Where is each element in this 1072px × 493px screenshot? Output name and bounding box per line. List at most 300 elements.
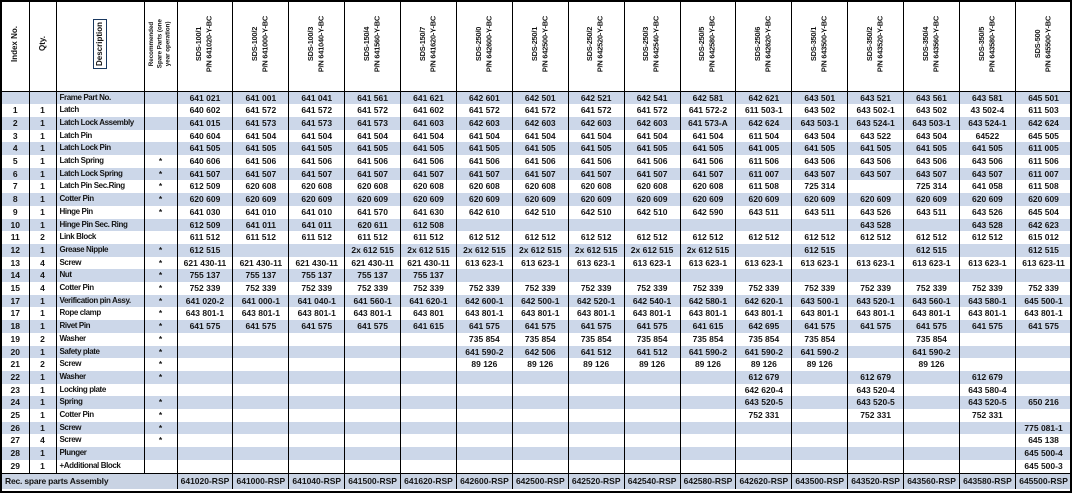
- cell-part-number: 643 520-5: [959, 396, 1015, 409]
- cell-part-number: 620 609: [456, 193, 512, 206]
- cell-part-number: 641 573: [289, 117, 345, 130]
- cell-part-number: [792, 269, 848, 282]
- cell-part-number: 611 007: [1015, 168, 1071, 181]
- cell-part-number: 641 505: [401, 142, 457, 155]
- cell-part-number: [568, 434, 624, 447]
- header-recommended-label: Recommended Spare Parts (one year operation): [147, 19, 172, 69]
- footer-rsp-cell: 645500-RSP: [1015, 473, 1071, 489]
- cell-part-number: 612 512: [848, 231, 904, 244]
- cell-part-number: 643 580-1: [959, 295, 1015, 308]
- cell-description: Screw: [56, 257, 144, 270]
- cell-part-number: [345, 460, 401, 473]
- cell-part-number: 643 801: [401, 307, 457, 320]
- cell-part-number: [401, 434, 457, 447]
- cell-part-number: 643 801-1: [1015, 307, 1071, 320]
- header-description: [56, 2, 144, 91]
- cell-recommended-star: *: [144, 422, 177, 435]
- cell-part-number: 642 581: [680, 91, 736, 104]
- cell-part-number: 641 575: [568, 320, 624, 333]
- cell-part-number: 611 508: [736, 180, 792, 193]
- cell-recommended-star: *: [144, 320, 177, 333]
- part-row: [2, 295, 1071, 308]
- cell-qty: 1: [29, 130, 56, 143]
- cell-part-number: 752 339: [456, 282, 512, 295]
- model-header-label: SDS-150/4 P/N 641560-Y-BC: [361, 15, 382, 72]
- model-header-label: SDS-350/1 P/N 643500-Y-BC: [809, 15, 829, 72]
- cell-part-number: 641 575: [848, 320, 904, 333]
- cell-part-number: 612 512: [456, 231, 512, 244]
- cell-part-number: 643 801-1: [904, 307, 960, 320]
- cell-part-number: 611 512: [177, 231, 233, 244]
- cell-part-number: 641 021: [177, 91, 233, 104]
- cell-part-number: 620 609: [624, 193, 680, 206]
- cell-index: 15: [10, 283, 20, 294]
- cell-recommended-star: *: [144, 333, 177, 346]
- part-row: [2, 282, 1071, 295]
- cell-part-number: 643 507: [848, 168, 904, 181]
- header-row: [2, 2, 1071, 91]
- cell-part-number: 611 506: [1015, 155, 1071, 168]
- cell-part-number: [680, 384, 736, 397]
- cell-part-number: 2x 612 515: [456, 244, 512, 257]
- model-header-label: SDS-250/1 P/N 642500-Y-BC: [529, 15, 550, 72]
- part-row: [2, 168, 1071, 181]
- part-row: [2, 231, 1071, 244]
- cell-description: Rivet Pin: [56, 320, 144, 333]
- cell-description: Cotter Pin: [56, 193, 144, 206]
- cell-part-number: 641 507: [624, 168, 680, 181]
- cell-part-number: 613 623-1: [792, 257, 848, 270]
- cell-description: Spring: [56, 396, 144, 409]
- cell-part-number: 641 505: [345, 142, 401, 155]
- cell-part-number: [289, 384, 345, 397]
- cell-part-number: 641 507: [233, 168, 289, 181]
- cell-part-number: 735 854: [904, 333, 960, 346]
- cell-part-number: [177, 409, 233, 422]
- cell-part-number: 735 854: [680, 333, 736, 346]
- cell-recommended-star: *: [144, 358, 177, 371]
- cell-part-number: 611 506: [736, 155, 792, 168]
- cell-part-number: 611 503-1: [736, 104, 792, 117]
- cell-description: Hinge Pin: [56, 206, 144, 219]
- cell-qty: 1: [29, 206, 56, 219]
- cell-part-number: 620 609: [345, 193, 401, 206]
- cell-part-number: [345, 422, 401, 435]
- cell-part-number: [848, 346, 904, 359]
- cell-part-number: 641 572: [624, 104, 680, 117]
- cell-part-number: 620 609: [904, 193, 960, 206]
- cell-part-number: [345, 447, 401, 460]
- cell-part-number: 752 339: [401, 282, 457, 295]
- cell-part-number: 612 512: [568, 231, 624, 244]
- cell-part-number: 641 506: [456, 155, 512, 168]
- cell-part-number: [848, 447, 904, 460]
- cell-part-number: 643 511: [904, 206, 960, 219]
- cell-part-number: 641 020-2: [177, 295, 233, 308]
- cell-index: 23: [10, 384, 20, 395]
- part-row: [2, 333, 1071, 346]
- cell-part-number: 752 339: [1015, 282, 1071, 295]
- cell-description: Latch: [56, 104, 144, 117]
- cell-part-number: [624, 447, 680, 460]
- cell-part-number: 643 524-1: [959, 117, 1015, 130]
- cell-index: 18: [2, 320, 29, 333]
- part-row: [2, 384, 1071, 397]
- cell-part-number: [233, 346, 289, 359]
- cell-part-number: 621 430-11: [345, 257, 401, 270]
- cell-part-number: 620 609: [1015, 193, 1071, 206]
- cell-part-number: [568, 409, 624, 422]
- cell-part-number: 755 137: [233, 269, 289, 282]
- cell-description: Plunger: [56, 447, 144, 460]
- cell-part-number: 755 137: [345, 269, 401, 282]
- cell-part-number: [904, 269, 960, 282]
- cell-part-number: 643 801-1: [512, 307, 568, 320]
- cell-part-number: [568, 396, 624, 409]
- cell-part-number: 612 512: [624, 231, 680, 244]
- cell-part-number: 641 030: [177, 206, 233, 219]
- cell-part-number: 641 507: [401, 168, 457, 181]
- cell-part-number: 641 590-2: [736, 346, 792, 359]
- cell-part-number: 611 508: [1015, 180, 1071, 193]
- cell-part-number: [1015, 371, 1071, 384]
- cell-qty: 4: [29, 282, 56, 295]
- cell-part-number: [1015, 384, 1071, 397]
- cell-part-number: [345, 358, 401, 371]
- cell-part-number: [792, 409, 848, 422]
- cell-part-number: [904, 447, 960, 460]
- cell-part-number: [848, 333, 904, 346]
- cell-part-number: 611 512: [401, 231, 457, 244]
- cell-part-number: [1015, 333, 1071, 346]
- cell-qty: 1: [29, 142, 56, 155]
- cell-part-number: 620 608: [568, 180, 624, 193]
- cell-part-number: 641 507: [177, 168, 233, 181]
- cell-part-number: [401, 346, 457, 359]
- footer-rsp-cell: 641040-RSP: [289, 473, 345, 489]
- cell-part-number: 735 854: [736, 333, 792, 346]
- cell-part-number: 620 609: [177, 193, 233, 206]
- cell-part-number: 620 609: [736, 193, 792, 206]
- header-model-sds-250-6: [736, 2, 792, 91]
- cell-index: 10: [2, 219, 29, 232]
- footer-rsp-cell: 643500-RSP: [792, 473, 848, 489]
- cell-part-number: [568, 219, 624, 232]
- cell-part-number: [792, 447, 848, 460]
- cell-part-number: 611 007: [736, 168, 792, 181]
- cell-part-number: [959, 358, 1015, 371]
- cell-part-number: 755 137: [401, 269, 457, 282]
- cell-part-number: [568, 460, 624, 473]
- cell-part-number: 641 572: [512, 104, 568, 117]
- cell-description: Latch Pin: [56, 130, 144, 143]
- header-qty-label: Qty.: [37, 36, 47, 52]
- cell-part-number: 2x 612 515: [680, 244, 736, 257]
- cell-recommended-star: [144, 231, 177, 244]
- cell-part-number: 752 339: [233, 282, 289, 295]
- cell-part-number: [792, 396, 848, 409]
- cell-recommended-star: *: [144, 371, 177, 384]
- cell-part-number: 642 624: [736, 117, 792, 130]
- cell-part-number: 643 520-5: [848, 396, 904, 409]
- cell-part-number: [904, 409, 960, 422]
- header-model-sds-150-7: [401, 2, 457, 91]
- cell-part-number: 641 507: [680, 168, 736, 181]
- cell-part-number: 641 572: [568, 104, 624, 117]
- cell-part-number: 643 528: [848, 219, 904, 232]
- cell-index: 12: [2, 244, 29, 257]
- cell-part-number: 641 504: [512, 130, 568, 143]
- footer-rsp-cell: 643520-RSP: [848, 473, 904, 489]
- cell-part-number: [289, 422, 345, 435]
- cell-part-number: 641 602: [401, 104, 457, 117]
- cell-part-number: 641 573: [233, 117, 289, 130]
- cell-part-number: 643 801-1: [848, 307, 904, 320]
- cell-description: Nut: [56, 269, 144, 282]
- cell-part-number: 612 515: [792, 244, 848, 257]
- cell-qty: [29, 91, 56, 104]
- part-row: [2, 219, 1071, 232]
- cell-qty: 1: [29, 460, 56, 473]
- cell-description: Washer: [56, 333, 144, 346]
- cell-part-number: 752 331: [736, 409, 792, 422]
- cell-part-number: 735 854: [624, 333, 680, 346]
- cell-part-number: [624, 396, 680, 409]
- cell-part-number: 645 505: [1015, 130, 1071, 143]
- cell-part-number: 643 521: [848, 91, 904, 104]
- cell-part-number: [401, 409, 457, 422]
- cell-part-number: 641 507: [345, 168, 401, 181]
- cell-part-number: [401, 358, 457, 371]
- cell-part-number: 612 515: [177, 244, 233, 257]
- cell-part-number: [233, 333, 289, 346]
- cell-part-number: [456, 434, 512, 447]
- cell-part-number: 735 854: [512, 333, 568, 346]
- cell-qty: 4: [29, 434, 56, 447]
- cell-part-number: 641 504: [401, 130, 457, 143]
- cell-qty: 1: [29, 295, 56, 308]
- cell-description: Frame Part No.: [56, 91, 144, 104]
- cell-part-number: 642 500-1: [512, 295, 568, 308]
- cell-part-number: 642 506: [512, 346, 568, 359]
- cell-part-number: [959, 244, 1015, 257]
- cell-part-number: 641 058: [959, 180, 1015, 193]
- cell-part-number: 642 603: [512, 117, 568, 130]
- cell-part-number: 613 623-1: [568, 257, 624, 270]
- cell-part-number: 643 801-1: [624, 307, 680, 320]
- cell-part-number: [736, 434, 792, 447]
- cell-recommended-star: *: [144, 244, 177, 257]
- cell-recommended-star: [144, 384, 177, 397]
- cell-index: 27: [10, 435, 20, 446]
- footer-rsp-cell: 641020-RSP: [177, 473, 233, 489]
- cell-part-number: 641 505: [568, 142, 624, 155]
- cell-recommended-star: *: [144, 168, 177, 181]
- cell-part-number: 641 620-1: [401, 295, 457, 308]
- cell-part-number: 642 590: [680, 206, 736, 219]
- cell-description: Washer: [56, 371, 144, 384]
- cell-description: Latch Spring: [56, 155, 144, 168]
- cell-part-number: 643 511: [792, 206, 848, 219]
- cell-part-number: [959, 269, 1015, 282]
- cell-part-number: 640 604: [177, 130, 233, 143]
- cell-qty: 4: [29, 269, 56, 282]
- cell-part-number: [289, 409, 345, 422]
- cell-part-number: 642 621: [736, 91, 792, 104]
- cell-qty: 1: [29, 447, 56, 460]
- cell-part-number: [680, 422, 736, 435]
- cell-part-number: [624, 269, 680, 282]
- cell-index: 3: [12, 130, 18, 141]
- cell-part-number: 641 010: [289, 206, 345, 219]
- cell-part-number: 643 506: [959, 155, 1015, 168]
- cell-part-number: 643 581: [959, 91, 1015, 104]
- cell-qty: 1: [29, 384, 56, 397]
- cell-part-number: [512, 371, 568, 384]
- cell-part-number: [624, 460, 680, 473]
- cell-part-number: 725 314: [904, 180, 960, 193]
- cell-qty: 1: [29, 422, 56, 435]
- cell-recommended-star: *: [144, 257, 177, 270]
- cell-part-number: 752 339: [624, 282, 680, 295]
- cell-index: 19: [10, 333, 20, 344]
- header-index-label: Index No.: [10, 25, 20, 62]
- cell-part-number: 641 506: [680, 155, 736, 168]
- cell-part-number: 641 506: [233, 155, 289, 168]
- cell-part-number: 89 126: [568, 358, 624, 371]
- cell-part-number: 613 623-1: [848, 257, 904, 270]
- header-model-sds-250-1: [512, 2, 568, 91]
- cell-part-number: 641 507: [289, 168, 345, 181]
- cell-part-number: [736, 244, 792, 257]
- cell-part-number: 621 430-11: [401, 257, 457, 270]
- cell-part-number: 642 695: [736, 320, 792, 333]
- cell-part-number: 643 526: [848, 206, 904, 219]
- cell-part-number: 752 339: [736, 282, 792, 295]
- cell-part-number: [959, 422, 1015, 435]
- cell-part-number: 612 508: [401, 219, 457, 232]
- cell-qty: 1: [29, 193, 56, 206]
- cell-part-number: 641 504: [568, 130, 624, 143]
- cell-part-number: 752 331: [959, 409, 1015, 422]
- cell-part-number: [456, 422, 512, 435]
- cell-part-number: [848, 422, 904, 435]
- cell-description: Latch Pin Sec.Ring: [56, 180, 144, 193]
- cell-part-number: [959, 434, 1015, 447]
- header-model-sds-250-2: [568, 2, 624, 91]
- cell-part-number: [736, 460, 792, 473]
- cell-part-number: 613 623-1: [512, 257, 568, 270]
- cell-recommended-star: *: [144, 434, 177, 447]
- cell-part-number: 752 339: [177, 282, 233, 295]
- cell-part-number: 613 623-11: [1015, 257, 1071, 270]
- cell-part-number: 641 590-2: [456, 346, 512, 359]
- footer-rsp-cell: 641000-RSP: [233, 473, 289, 489]
- cell-part-number: [848, 460, 904, 473]
- cell-part-number: 642 601: [456, 91, 512, 104]
- cell-part-number: 620 609: [289, 193, 345, 206]
- header-model-sds-150-4: [345, 2, 401, 91]
- cell-part-number: [680, 269, 736, 282]
- cell-part-number: 641 603: [401, 117, 457, 130]
- cell-description: Cotter Pin: [56, 409, 144, 422]
- cell-part-number: [289, 371, 345, 384]
- cell-part-number: [848, 269, 904, 282]
- cell-part-number: 641 506: [568, 155, 624, 168]
- cell-part-number: 645 138: [1015, 434, 1071, 447]
- cell-part-number: 641 505: [959, 142, 1015, 155]
- cell-part-number: 620 608: [345, 180, 401, 193]
- cell-part-number: 613 623-1: [624, 257, 680, 270]
- cell-index: 22: [2, 371, 29, 384]
- cell-part-number: 641 507: [512, 168, 568, 181]
- cell-part-number: [792, 460, 848, 473]
- cell-part-number: 643 801-1: [345, 307, 401, 320]
- cell-part-number: 643 503-1: [904, 117, 960, 130]
- cell-part-number: 752 339: [904, 282, 960, 295]
- cell-part-number: 752 331: [848, 409, 904, 422]
- cell-recommended-star: [144, 447, 177, 460]
- cell-part-number: 612 512: [904, 231, 960, 244]
- cell-part-number: [736, 219, 792, 232]
- cell-index: [2, 91, 29, 104]
- cell-part-number: 641 575: [959, 320, 1015, 333]
- model-header-label: SDS-500 P/N 645500-Y-BC: [1032, 15, 1053, 72]
- cell-part-number: 643 511: [736, 206, 792, 219]
- part-row: [2, 130, 1071, 143]
- cell-qty: 1: [29, 219, 56, 232]
- cell-part-number: 621 430-11: [177, 257, 233, 270]
- cell-qty: 1: [29, 409, 56, 422]
- cell-part-number: 643 801-1: [792, 307, 848, 320]
- cell-part-number: 643 500-1: [792, 295, 848, 308]
- cell-part-number: 735 854: [568, 333, 624, 346]
- part-row: [2, 206, 1071, 219]
- cell-part-number: 641 505: [512, 142, 568, 155]
- cell-part-number: [568, 371, 624, 384]
- cell-part-number: 752 339: [959, 282, 1015, 295]
- footer-rsp-cell: 643560-RSP: [904, 473, 960, 489]
- cell-part-number: [177, 447, 233, 460]
- cell-part-number: 64522: [959, 130, 1015, 143]
- cell-part-number: 755 137: [289, 269, 345, 282]
- cell-part-number: 612 679: [736, 371, 792, 384]
- cell-index: 7: [12, 181, 18, 192]
- cell-part-number: [624, 384, 680, 397]
- cell-index: 8: [2, 193, 29, 206]
- cell-part-number: 641 505: [624, 142, 680, 155]
- cell-part-number: 640 602: [177, 104, 233, 117]
- cell-part-number: 613 623-1: [680, 257, 736, 270]
- cell-part-number: 641 630: [401, 206, 457, 219]
- cell-part-number: [233, 409, 289, 422]
- cell-part-number: [792, 219, 848, 232]
- part-row: [2, 371, 1071, 384]
- cell-part-number: 642 501: [512, 91, 568, 104]
- cell-part-number: 641 040-1: [289, 295, 345, 308]
- cell-part-number: 643 507: [959, 168, 1015, 181]
- cell-part-number: 641 505: [289, 142, 345, 155]
- cell-part-number: [512, 384, 568, 397]
- cell-part-number: [233, 244, 289, 257]
- cell-part-number: 641 575: [233, 320, 289, 333]
- cell-part-number: 641 504: [680, 130, 736, 143]
- spare-parts-table: [2, 2, 1071, 489]
- footer-rsp-cell: 642520-RSP: [568, 473, 624, 489]
- cell-recommended-star: *: [144, 346, 177, 359]
- cell-part-number: 612 512: [736, 231, 792, 244]
- cell-part-number: 643 801-1: [289, 307, 345, 320]
